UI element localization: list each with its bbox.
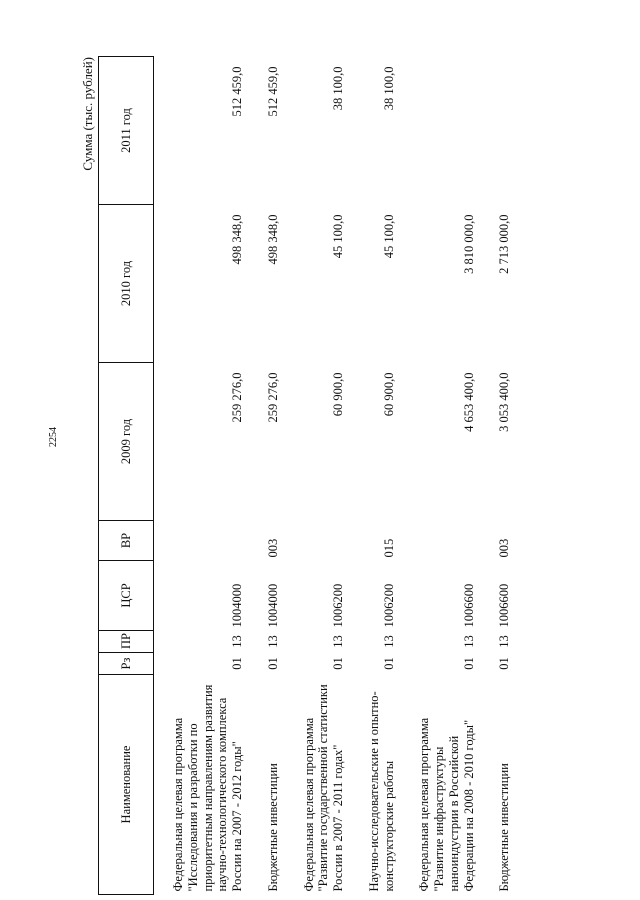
row-csr: 1004000 — [265, 583, 280, 628]
column-header-2011: 2011 год — [99, 57, 154, 205]
row-pr: 13 — [230, 635, 244, 648]
row-2011: 512 459,0 — [230, 66, 244, 117]
row-2011 — [494, 57, 516, 205]
row-2009: 4 653 400,0 — [461, 372, 476, 432]
rotated-page-content — [80, 57, 540, 895]
row-csr: 1004000 — [230, 583, 244, 628]
row-rz: 01 — [265, 657, 280, 670]
row-vr: 003 — [265, 538, 280, 558]
row-pr: 13 — [381, 635, 396, 648]
row-pr: 13 — [331, 635, 345, 648]
row-2011: 512 459,0 — [265, 66, 280, 117]
page-number: 2254 — [48, 427, 59, 447]
column-header-vr: ВР — [99, 521, 154, 561]
row-rz: 01 — [331, 657, 345, 670]
row-name: Бюджетные инвестиции — [497, 763, 512, 892]
row-2011: 38 100,0 — [381, 66, 396, 111]
row-2010: 498 348,0 — [230, 214, 244, 265]
row-2010: 45 100,0 — [331, 214, 345, 259]
row-vr: 015 — [381, 538, 396, 558]
row-2010: 3 810 000,0 — [461, 214, 476, 274]
row-csr: 1006200 — [331, 583, 345, 628]
units-note: Сумма (тыс. рублей) — [80, 57, 95, 171]
column-header-2009: 2009 год — [99, 363, 154, 521]
table-row — [494, 57, 516, 895]
row-name: Научно-исследовательские и опытно-конструкторские работы — [366, 691, 396, 892]
column-header-csr: ЦСР — [99, 561, 154, 631]
table-row — [299, 57, 350, 895]
row-rz: 01 — [461, 657, 476, 670]
row-2009: 259 276,0 — [265, 372, 280, 423]
row-name: Федеральная целевая программа "Исследования и разработки по приоритетным направлениям развития научно-технологического комплекса России на 2007 - 2012 годы" — [171, 684, 244, 892]
row-rz: 01 — [381, 657, 396, 670]
row-rz: 01 — [230, 657, 244, 670]
row-vr — [299, 521, 350, 561]
row-pr: 13 — [461, 635, 476, 648]
table-row — [414, 57, 480, 895]
row-pr: 13 — [265, 635, 280, 648]
header-row — [99, 57, 154, 895]
budget-table — [98, 56, 516, 895]
row-2009: 60 900,0 — [381, 372, 396, 417]
column-header-2010: 2010 год — [99, 205, 154, 363]
row-2011 — [414, 57, 480, 205]
row-csr: 1006600 — [497, 583, 512, 628]
row-name: Федеральная целевая программа "Развитие государственной статистики России в 2007 - 2011 годах" — [301, 684, 345, 892]
row-vr: 003 — [497, 538, 512, 558]
row-csr: 1006600 — [461, 583, 476, 628]
table-row — [168, 57, 249, 895]
row-2010: 2 713 000,0 — [497, 214, 512, 274]
row-name: Федеральная целевая программа "Развитие инфраструктуры наноиндустрии в Российской Федерации на 2008 - 2010 годы" — [417, 717, 476, 892]
row-2010: 498 348,0 — [265, 214, 280, 265]
row-2010: 45 100,0 — [381, 214, 396, 259]
column-header-pr: ПР — [99, 631, 154, 653]
row-2009: 3 053 400,0 — [497, 372, 512, 432]
row-2009: 259 276,0 — [230, 372, 244, 423]
column-header-rz: Рз — [99, 653, 154, 675]
row-name: Бюджетные инвестиции — [265, 763, 280, 892]
row-2009: 60 900,0 — [331, 372, 345, 417]
row-2011: 38 100,0 — [331, 66, 345, 111]
row-rz: 01 — [497, 657, 512, 670]
row-pr: 13 — [497, 635, 512, 648]
row-vr — [414, 521, 480, 561]
table-row — [263, 57, 285, 895]
row-vr — [168, 521, 249, 561]
table-row — [364, 57, 401, 895]
row-csr: 1006200 — [381, 583, 396, 628]
column-header-name: Наименование — [99, 675, 154, 895]
